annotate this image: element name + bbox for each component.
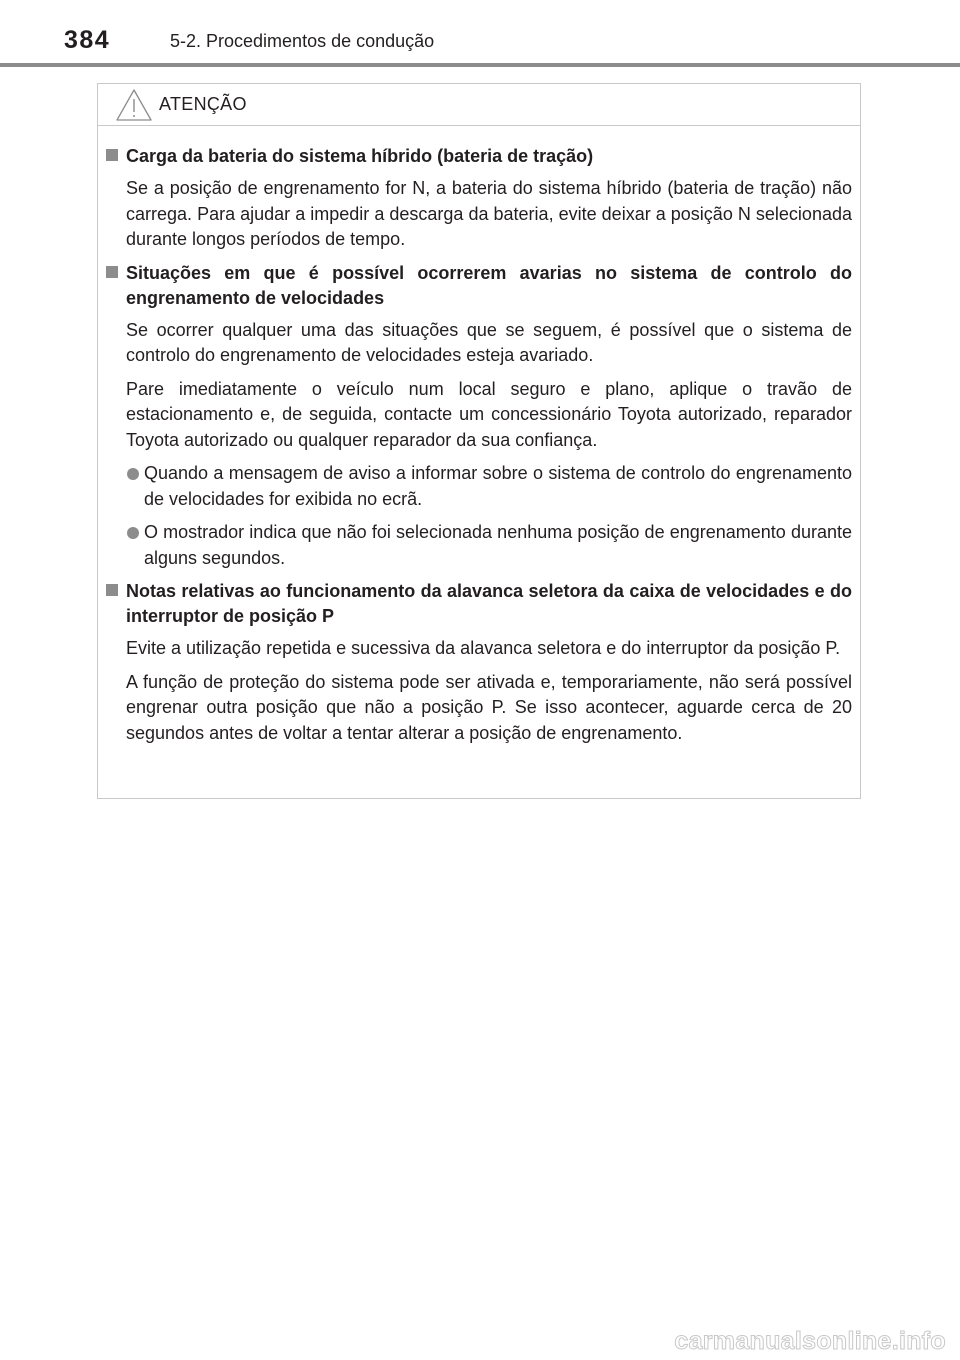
paragraph: Evite a utilização repetida e sucessiva da alavanca seletora e do interruptor da posição P.: [126, 638, 841, 658]
warning-triangle-icon: [115, 88, 153, 122]
warning-box: [97, 83, 861, 799]
warning-content: [98, 144, 860, 746]
square-bullet-icon: [106, 266, 118, 278]
round-bullet-icon: [127, 468, 139, 480]
page-header: [0, 0, 960, 66]
list-item: [126, 461, 852, 512]
header-divider: [0, 63, 960, 67]
warning-section: [98, 261, 860, 572]
paragraph: A função de proteção do sistema pode ser ativada e, temporariamente, não será possível engrenar outra posição que não a posição P. Se isso acontecer, aguarde cerca de 20 segundos antes de voltar a tentar alterar a posição de engrenamento.: [126, 671, 852, 743]
section-heading: Carga da bateria do sistema híbrido (bateria de tração): [126, 146, 594, 166]
list-item-text: O mostrador indica que não foi selecionada nenhuma posição de engrenamento durante alguns segundos.: [144, 522, 852, 568]
warning-section: [98, 579, 860, 746]
section-title: 5-2. Procedimentos de condução: [170, 31, 435, 51]
list-item: [126, 520, 852, 571]
section-heading: Notas relativas ao funcionamento da alavanca seletora da caixa de velocidades e do interruptor de posição P: [126, 581, 852, 626]
square-bullet-icon: [106, 149, 118, 161]
paragraph: Se a posição de engrenamento for N, a bateria do sistema híbrido (bateria de tração) não carrega. Para ajudar a impedir a descarga da bateria, evite deixar a posição N selecionada durante longos períodos de tempo.: [126, 178, 852, 249]
section-heading: Situações em que é possível ocorrerem avarias no sistema de controlo do engrenamento de velocidades: [126, 262, 852, 308]
round-bullet-icon: [127, 527, 139, 539]
list-item-text: Quando a mensagem de aviso a informar sobre o sistema de controlo do engrenamento de velocidades for exibida no ecrã.: [144, 463, 852, 509]
square-bullet-icon: [106, 584, 118, 596]
watermark: carmanualsonline.info: [674, 1327, 946, 1355]
page-number: 384: [64, 26, 111, 54]
paragraph: Pare imediatamente o veículo num local seguro e plano, aplique o travão de estacionamento e, de seguida, contacte um concessionário Toyota autorizado, reparador Toyota autorizado ou qualquer reparador da sua confiança.: [126, 378, 852, 450]
warning-title: ATENÇÃO: [159, 94, 247, 114]
warning-header: [98, 84, 860, 126]
warning-section: [98, 144, 860, 253]
paragraph: Se ocorrer qualquer uma das situações que se seguem, é possível que o sistema de controlo do engrenamento de velocidades esteja avariado.: [126, 319, 852, 365]
